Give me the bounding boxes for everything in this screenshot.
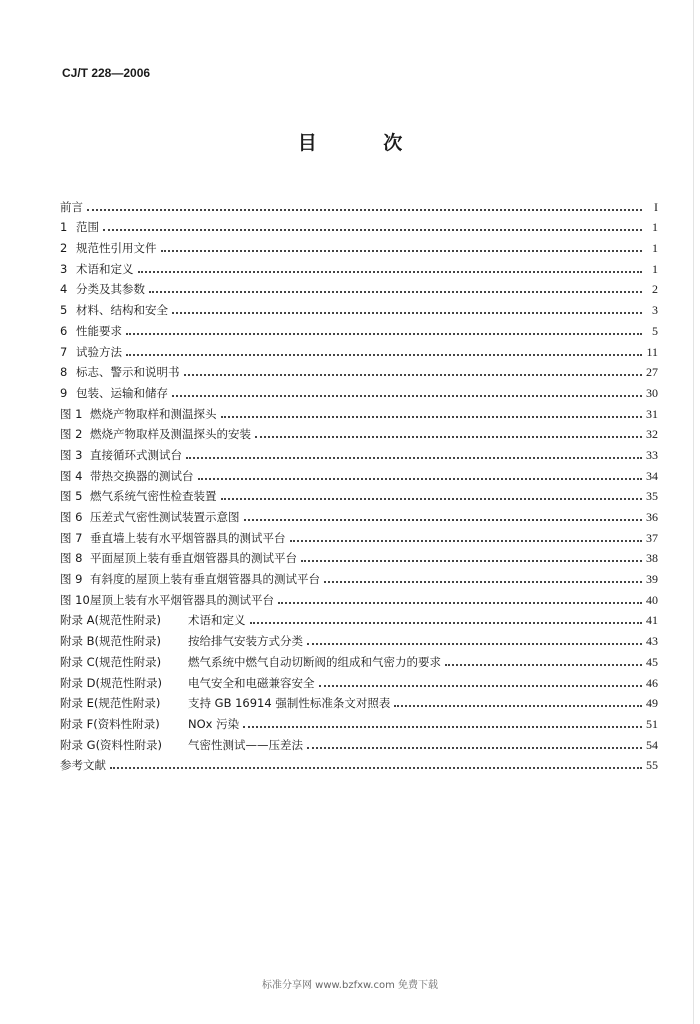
toc-entry-label: 电气安全和电磁兼容安全 [188,675,315,690]
toc-entry-label: 垂直墙上装有水平烟管器具的测试平台 [90,530,286,545]
dot-leader [324,580,642,583]
dot-leader [87,208,642,211]
toc-entry-label: 规范性引用文件 [76,241,157,256]
toc-entry-page: 1 [652,220,658,235]
page-title: 目 次 [297,132,433,154]
dot-leader [307,642,642,645]
toc-entry-page: 1 [652,241,658,256]
toc-entry[interactable] [60,752,658,773]
toc-entry-label: 有斜度的屋顶上装有垂直烟管器具的测试平台 [90,572,320,587]
toc-entry-label: 直接循环式测试台 [90,447,182,462]
dot-leader [445,663,642,666]
toc-entry-label: 范围 [76,220,99,235]
toc-entry-number: 图 4 [60,468,83,483]
toc-entry-number: 附录 E(规范性附录) [60,696,161,711]
toc-entry[interactable] [60,193,658,214]
toc-entry-number: 图 7 [60,530,83,545]
scan-edge-line [693,0,694,1024]
toc-entry-page: 34 [646,468,658,483]
toc-entry[interactable] [60,627,658,648]
toc-entry-number: 图 9 [60,572,83,587]
dot-leader [138,270,643,273]
toc-entry-label: 平面屋顶上装有垂直烟管器具的测试平台 [90,551,297,566]
toc-entry[interactable] [60,690,658,711]
toc-entry-number: 图 5 [60,489,83,504]
toc-entry-page: 38 [646,551,658,566]
toc-entry-number: 附录 F(资料性附录) [60,716,160,731]
toc-entry-label: 试验方法 [76,344,122,359]
toc-entry-number: 1 [60,220,68,235]
toc-entry-page: 11 [646,344,658,359]
dot-leader [184,373,643,376]
dot-leader [103,228,642,231]
toc-entry-page: 1 [652,261,658,276]
toc-entry-number: 6 [60,323,68,338]
toc-entry-page: 55 [646,758,658,773]
toc-entry-page: 32 [646,427,658,442]
toc-entry-page: 2 [652,282,658,297]
dot-leader [255,435,642,438]
toc-entry-label: 材料、结构和安全 [76,303,168,318]
toc-entry[interactable] [60,565,658,586]
toc-entry-page: 5 [652,323,658,338]
toc-entry[interactable] [60,710,658,731]
dot-leader [126,332,642,335]
toc-entry-label: 燃烧产物取样及测温探头的安装 [90,427,251,442]
toc-entry-page: 37 [646,530,658,545]
toc-entry-page: 43 [646,634,658,649]
toc-entry[interactable] [60,338,658,359]
toc-entry[interactable] [60,586,658,607]
dot-leader [161,249,643,252]
toc-entry-page: 31 [646,406,658,421]
dot-leader [126,353,642,356]
dot-leader [221,415,643,418]
dot-leader [278,601,642,604]
dot-leader [186,456,642,459]
dot-leader [198,477,643,480]
toc-entry-page: 33 [646,447,658,462]
toc-entry[interactable] [60,607,658,628]
toc-entry-label: 燃烧产物取样和测温探头 [90,406,217,421]
dot-leader [149,290,642,293]
dot-leader [221,497,643,500]
toc-entry[interactable] [60,545,658,566]
toc-entry[interactable] [60,255,658,276]
toc-entry-label: 标志、警示和说明书 [76,365,180,380]
toc-entry-label: 燃气系统中燃气自动切断阀的组成和气密力的要求 [188,654,441,669]
toc-entry-page: 39 [646,572,658,587]
toc-entry-page: 54 [646,737,658,752]
toc-entry-page: 40 [646,592,658,607]
toc-entry-number: 图 8 [60,551,83,566]
dot-leader [319,684,643,687]
toc-entry-number: 附录 G(资料性附录) [60,737,163,752]
toc-entry[interactable] [60,296,658,317]
toc-entry[interactable] [60,276,658,297]
toc-entry-number: 8 [60,365,68,380]
toc-entry-page: 45 [646,654,658,669]
toc-entry-number: 图 1 [60,406,83,421]
toc-entry-label: 术语和定义 [76,261,134,276]
toc-entry-label: 分类及其参数 [76,282,145,297]
toc-entry[interactable] [60,359,658,380]
toc-entry-number: 附录 C(规范性附录) [60,654,162,669]
toc-entry-number: 9 [60,385,68,400]
dot-leader [250,621,643,624]
toc-entry-label: 包装、运输和储存 [76,385,168,400]
toc-entry-page: 46 [646,675,658,690]
toc-entry-page: 30 [646,385,658,400]
toc-entry-page: 51 [646,716,658,731]
dot-leader [301,559,642,562]
toc-entry-label: 参考文献 [60,758,106,773]
dot-leader [307,746,642,749]
toc-entry-number: 附录 B(规范性附录) [60,634,162,649]
toc-entry[interactable] [60,462,658,483]
toc-entry[interactable] [60,503,658,524]
toc-entry-number: 图 3 [60,447,83,462]
toc-entry[interactable] [60,214,658,235]
toc-entry-label: 带热交换器的测试台 [90,468,194,483]
toc-entry-number: 图 6 [60,510,83,524]
toc-entry[interactable] [60,234,658,255]
dot-leader [110,766,642,769]
toc-entry-label: 按给排气安装方式分类 [188,634,303,649]
toc-entry-label: 燃气系统气密性检查装置 [90,489,217,504]
toc-entry-number: 4 [60,282,68,297]
toc-entry-label: 前言 [60,199,83,214]
toc-entry-label: 屋顶上装有水平烟管器具的测试平台 [90,592,274,607]
toc-entry-page: 41 [646,613,658,628]
dot-leader [243,725,642,728]
toc-entry-page: 49 [646,696,658,711]
toc-entry-label: NOx 污染 [188,716,240,731]
toc-entry[interactable] [60,524,658,545]
toc-entry[interactable] [60,421,658,442]
toc-entry-number: 3 [60,261,68,276]
dot-leader [172,394,642,397]
toc-entry-page: 35 [646,489,658,504]
toc-entry[interactable] [60,731,658,752]
toc-entry-label: 术语和定义 [188,613,246,628]
toc-entry-page: I [654,199,658,214]
toc-entry[interactable] [60,400,658,421]
toc-entry-page: 3 [652,303,658,318]
toc-entry-label: 性能要求 [76,323,122,338]
toc-entry-page: 27 [646,365,658,380]
toc-entry-number: 5 [60,303,68,318]
toc-entry-label: 压差式气密性测试装置示意图 [90,510,240,524]
toc-entry-number: 附录 A(规范性附录) [60,613,161,628]
toc-entry-page: 36 [646,510,658,524]
toc-entry-number: 7 [60,344,68,359]
toc-entry[interactable] [60,648,658,669]
toc-entry-number: 图 10 [60,592,90,607]
toc-entry[interactable] [60,379,658,400]
dot-leader [394,704,642,707]
dot-leader [244,518,643,521]
toc-entry-number: 附录 D(规范性附录) [60,675,162,690]
toc-entry[interactable] [60,441,658,462]
watermark-footer: 标准分享网 www.bzfxw.com 免费下载 [262,980,438,991]
toc-entry-label: 支持 GB 16914 强制性标准条文对照表 [188,696,391,711]
table-of-contents [60,193,658,772]
toc-entry[interactable] [60,317,658,338]
toc-entry[interactable] [60,483,658,504]
toc-entry-label: 气密性测试——压差法 [188,737,303,752]
toc-entry[interactable] [60,669,658,690]
dot-leader [290,539,643,542]
dot-leader [172,311,642,314]
toc-entry-number: 图 2 [60,427,83,442]
toc-entry-number: 2 [60,241,68,256]
standard-code: CJ/T 228—2006 [62,66,151,80]
